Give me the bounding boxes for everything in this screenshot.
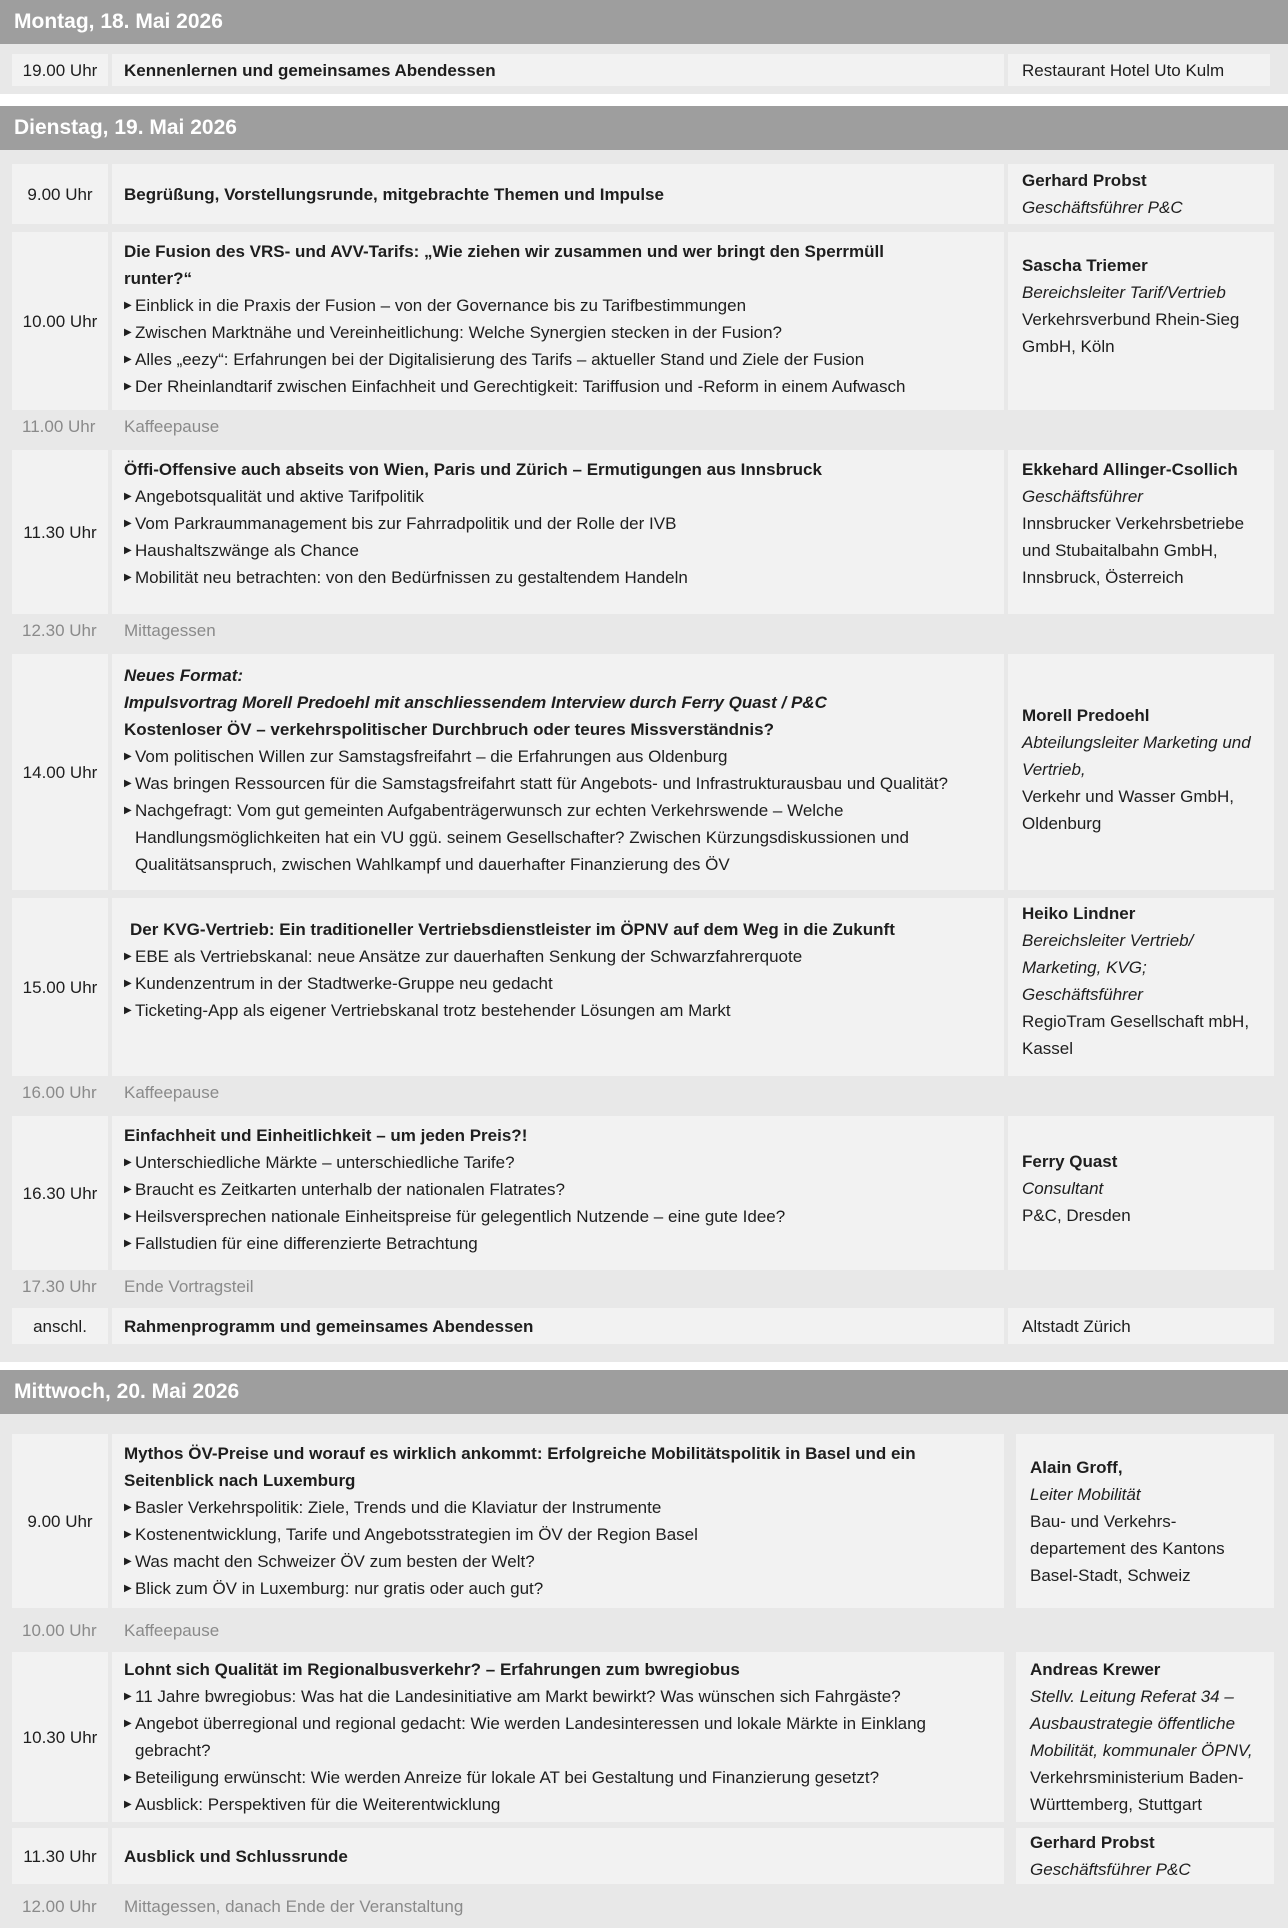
speaker-name: Alain Groff, (1030, 1458, 1123, 1477)
speaker-name: Andreas Krewer (1030, 1660, 1161, 1679)
bullet-icon: ▶ (124, 1691, 132, 1702)
session-content (112, 1116, 1004, 1270)
speaker-org: P&C, Dresden (1022, 1206, 1131, 1225)
session-time: 11.30 Uhr (12, 1828, 108, 1884)
speaker-role: Abteilungsleiter Marketing und (1022, 733, 1251, 752)
bullet-icon: ▶ (124, 978, 132, 989)
speaker-role: Mobilität, kommunaler ÖPNV, (1030, 1741, 1253, 1760)
bullet-icon: ▶ (124, 545, 132, 556)
session-title-cont: runter?“ (124, 269, 192, 288)
bullet-item: ▶ Ausblick: Perspektiven für die Weiterentwicklung (124, 1791, 1004, 1818)
bullet-icon: ▶ (124, 518, 132, 529)
break-time: 10.00 Uhr (22, 1621, 97, 1640)
break-label: Ende Vortragsteil (124, 1277, 254, 1296)
break-label: Mittagessen (124, 621, 216, 640)
speaker-org: Kassel (1022, 1039, 1074, 1058)
break-row (0, 1270, 1288, 1304)
day-header-mittwoch (0, 1370, 1288, 1414)
bullet-item: ▶ Der Rheinlandtarif zwischen Einfachheit und Gerechtigkeit: Tariffusion und -Reform in einem Aufwasch (124, 373, 1004, 400)
format-description: Impulsvortrag Morell Predoehl mit anschliessendem Interview durch Ferry Quast / P&C (124, 693, 827, 712)
day-date: Mittwoch, 20. Mai 2026 (14, 1380, 240, 1403)
break-label: Kaffeepause (124, 417, 220, 436)
break-time: 16.00 Uhr (22, 1083, 97, 1102)
speaker-name: Gerhard Probst (1030, 1833, 1155, 1852)
speaker-org: Verkehrsverbund Rhein-Sieg (1022, 310, 1240, 329)
bullet-item: ▶ Fallstudien für eine differenzierte Betrachtung (124, 1230, 1004, 1257)
bullet-item: ▶ 11 Jahre bwregiobus: Was hat die Landesinitiative am Markt bewirkt? Was wünschen sich Fahrgäste? (124, 1683, 1004, 1710)
bullet-icon: ▶ (124, 1211, 132, 1222)
session-title: Die Fusion des VRS- und AVV-Tarifs: „Wie ziehen wir zusammen und wer bringt den Sperrmüll (124, 242, 884, 261)
session-location: Altstadt Zürich (1008, 1308, 1274, 1344)
session-time: 19.00 Uhr (12, 54, 108, 86)
speaker-org: und Stubaitalbahn GmbH, (1022, 541, 1218, 560)
speaker-org: Innsbruck, Österreich (1022, 568, 1184, 587)
session-title: Mythos ÖV-Preise und worauf es wirklich ankommt: Erfolgreiche Mobilitätspolitik in Basel und ein (124, 1444, 916, 1463)
session-time: 10.00 Uhr (12, 232, 108, 410)
speaker-card (1008, 1116, 1274, 1270)
break-time: 17.30 Uhr (22, 1277, 97, 1296)
speaker-card (1008, 232, 1274, 410)
bullet-icon: ▶ (124, 1502, 132, 1513)
bullet-icon: ▶ (124, 300, 132, 311)
bullet-item: ▶ Heilsversprechen nationale Einheitspreise für gelegentlich Nutzende – eine gute Idee? (124, 1203, 1004, 1230)
bullet-item: ▶ Kundenzentrum in der Stadtwerke-Gruppe neu gedacht (124, 970, 1004, 997)
speaker-role: Stellv. Leitung Referat 34 – (1030, 1687, 1234, 1706)
bullet-icon: ▶ (124, 1005, 132, 1016)
speaker-card (1008, 654, 1274, 890)
break-row (0, 1614, 1288, 1648)
bullet-icon: ▶ (124, 1718, 132, 1729)
session-title-cont: Seitenblick nach Luxemburg (124, 1471, 356, 1490)
session-time: 14.00 Uhr (12, 654, 108, 890)
session-content (112, 1434, 1004, 1608)
speaker-org: RegioTram Gesellschaft mbH, (1022, 1012, 1250, 1031)
bullet-icon: ▶ (124, 1184, 132, 1195)
break-label: Mittagessen, danach Ende der Veranstaltung (124, 1897, 464, 1916)
speaker-role: Bereichsleiter Vertrieb/ (1022, 931, 1194, 950)
bullet-item: ▶ Angebot überregional und regional gedacht: Wie werden Landesinteressen und lokale Märkte in Einklang gebracht? (124, 1710, 1004, 1764)
session-time: 9.00 Uhr (12, 164, 108, 224)
bullet-item: ▶ Unterschiedliche Märkte – unterschiedliche Tarife? (124, 1149, 1004, 1176)
speaker-name: Heiko Lindner (1022, 904, 1136, 923)
bullet-item: ▶ Haushaltszwänge als Chance (124, 537, 1004, 564)
session-title: Öffi-Offensive auch abseits von Wien, Paris und Zürich – Ermutigungen aus Innsbruck (124, 460, 822, 479)
break-label: Kaffeepause (124, 1083, 220, 1102)
day-date: Dienstag, 19. Mai 2026 (14, 116, 237, 139)
speaker-org: Basel-Stadt, Schweiz (1030, 1566, 1191, 1585)
bullet-item: ▶ Was macht den Schweizer ÖV zum besten der Welt? (124, 1548, 1004, 1575)
speaker-org: Verkehr und Wasser GmbH, (1022, 787, 1234, 806)
session-content (112, 654, 1004, 890)
session-content (112, 1652, 1004, 1822)
bullet-item: ▶ Blick zum ÖV in Luxemburg: nur gratis oder auch gut? (124, 1575, 1004, 1602)
bullet-icon: ▶ (124, 1799, 132, 1810)
bullet-icon: ▶ (124, 354, 132, 365)
session-title: Rahmenprogramm und gemeinsames Abendessen (112, 1308, 1004, 1344)
format-label: Neues Format: (124, 666, 244, 685)
speaker-org: Bau- und Verkehrs- (1030, 1512, 1177, 1531)
bullet-icon: ▶ (124, 327, 132, 338)
speaker-card (1008, 450, 1274, 614)
bullet-item: ▶ Nachgefragt: Vom gut gemeinten Aufgabenträgerwunsch zur echten Verkehrswende – Welche Handlungsmöglichkeiten hat ein VU ggü. seinem Gesellschafter? Zwischen Kürzungsdiskussionen und Qualitätsanspruch, zwischen Wahlkampf und dauerhafter Finanzierung des ÖV (124, 797, 1004, 878)
session-title: Lohnt sich Qualität im Regionalbusverkehr? – Erfahrungen zum bwregiobus (124, 1660, 740, 1679)
bullet-icon: ▶ (124, 778, 132, 789)
speaker-card (1016, 1828, 1274, 1884)
bullet-icon: ▶ (124, 1238, 132, 1249)
speaker-role: Vertrieb, (1022, 760, 1086, 779)
bullet-item: ▶ Was bringen Ressourcen für die Samstagsfreifahrt statt für Angebots- und Infrastrukturausbau und Qualität? (124, 770, 1004, 797)
bullet-item: ▶ Ticketing-App als eigener Vertriebskanal trotz bestehender Lösungen am Markt (124, 997, 1004, 1024)
speaker-card (1016, 1434, 1274, 1608)
bullet-icon: ▶ (124, 951, 132, 962)
bullet-icon: ▶ (124, 1157, 132, 1168)
speaker-name: Ferry Quast (1022, 1152, 1118, 1171)
bullet-icon: ▶ (124, 381, 132, 392)
bullet-item: ▶ Vom politischen Willen zur Samstagsfreifahrt – die Erfahrungen aus Oldenburg (124, 743, 1004, 770)
session-content (112, 450, 1004, 614)
session-title: Kennenlernen und gemeinsames Abendessen (112, 54, 1004, 86)
session-time: 11.30 Uhr (12, 450, 108, 614)
session-title: Der KVG-Vertrieb: Ein traditioneller Vertriebsdienstleister im ÖPNV auf dem Weg in die Zukunft (130, 920, 895, 939)
bullet-icon: ▶ (124, 805, 132, 816)
bullet-icon: ▶ (124, 491, 132, 502)
speaker-org: Württemberg, Stuttgart (1030, 1795, 1202, 1814)
bullet-icon: ▶ (124, 1556, 132, 1567)
day-date: Montag, 18. Mai 2026 (14, 10, 223, 33)
speaker-org: Oldenburg (1022, 814, 1102, 833)
session-title: Begrüßung, Vorstellungsrunde, mitgebrachte Themen und Impulse (112, 164, 1004, 224)
break-label: Kaffeepause (124, 1621, 220, 1640)
day-block-montag (0, 44, 1288, 94)
bullet-item: ▶ Braucht es Zeitkarten unterhalb der nationalen Flatrates? (124, 1176, 1004, 1203)
bullet-item: ▶ Alles „eezy“: Erfahrungen bei der Digitalisierung des Tarifs – aktueller Stand und Ziele der Fusion (124, 346, 1004, 373)
speaker-role: Geschäftsführer P&C (1030, 1860, 1191, 1879)
speaker-name: Morell Predoehl (1022, 706, 1150, 725)
session-content (112, 898, 1004, 1076)
break-time: 12.00 Uhr (22, 1897, 97, 1916)
bullet-icon: ▶ (124, 1583, 132, 1594)
bullet-icon: ▶ (124, 751, 132, 762)
session-time: 10.30 Uhr (12, 1652, 108, 1822)
session-title: Einfachheit und Einheitlichkeit – um jeden Preis?! (124, 1126, 528, 1145)
speaker-role: Geschäftsführer (1022, 985, 1143, 1004)
speaker-role: Consultant (1022, 1179, 1104, 1198)
speaker-role: Leiter Mobilität (1030, 1485, 1141, 1504)
speaker-org: Verkehrsministerium Baden- (1030, 1768, 1244, 1787)
bullet-item: ▶ Zwischen Marktnähe und Vereinheitlichung: Welche Synergien stecken in der Fusion? (124, 319, 1004, 346)
session-title: Ausblick und Schlussrunde (112, 1828, 1004, 1884)
bullet-item: ▶ Angebotsqualität und aktive Tarifpolitik (124, 483, 1004, 510)
bullet-item: ▶ Vom Parkraummanagement bis zur Fahrradpolitik und der Rolle der IVB (124, 510, 1004, 537)
break-row (0, 1076, 1288, 1110)
break-row (0, 1890, 1288, 1924)
session-location: Restaurant Hotel Uto Kulm (1008, 54, 1270, 86)
bullet-item: ▶ Beteiligung erwünscht: Wie werden Anreize für lokale AT bei Gestaltung und Finanzierung gesetzt? (124, 1764, 1004, 1791)
bullet-icon: ▶ (124, 572, 132, 583)
speaker-role: Bereichsleiter Tarif/Vertrieb (1022, 283, 1226, 302)
speaker-card (1008, 164, 1274, 224)
speaker-org: Innsbrucker Verkehrsbetriebe (1022, 514, 1245, 533)
session-time: 15.00 Uhr (12, 898, 108, 1076)
bullet-icon: ▶ (124, 1772, 132, 1783)
speaker-role: Ausbaustrategie öffentliche (1030, 1714, 1236, 1733)
break-row (0, 410, 1288, 444)
speaker-role: Geschäftsführer (1022, 487, 1143, 506)
bullet-item: ▶ Mobilität neu betrachten: von den Bedürfnissen zu gestaltendem Handeln (124, 564, 1004, 591)
bullet-item: ▶ Einblick in die Praxis der Fusion – von der Governance bis zu Tarifbestimmungen (124, 292, 1004, 319)
bullet-icon: ▶ (124, 1529, 132, 1540)
break-row (0, 614, 1288, 648)
session-time: anschl. (12, 1308, 108, 1344)
session-title: Kostenloser ÖV – verkehrspolitischer Durchbruch oder teures Missverständnis? (124, 720, 774, 739)
break-time: 11.00 Uhr (22, 417, 96, 436)
session-content (112, 232, 1004, 410)
bullet-item: ▶ Basler Verkehrspolitik: Ziele, Trends und die Klaviatur der Instrumente (124, 1494, 1004, 1521)
day-header-montag (0, 0, 1288, 44)
bullet-item: ▶ EBE als Vertriebskanal: neue Ansätze zur dauerhaften Senkung der Schwarzfahrerquote (124, 943, 1004, 970)
session-time: 16.30 Uhr (12, 1116, 108, 1270)
speaker-name: Sascha Triemer (1022, 256, 1148, 275)
session-time: 9.00 Uhr (12, 1434, 108, 1608)
speaker-role: Geschäftsführer P&C (1022, 198, 1183, 217)
speaker-org: GmbH, Köln (1022, 337, 1115, 356)
speaker-card (1008, 898, 1274, 1076)
speaker-name: Gerhard Probst (1022, 171, 1147, 190)
bullet-item: ▶ Kostenentwicklung, Tarife und Angebotsstrategien im ÖV der Region Basel (124, 1521, 1004, 1548)
speaker-card (1016, 1652, 1274, 1822)
day-header-dienstag (0, 106, 1288, 150)
speaker-role: Marketing, KVG; (1022, 958, 1147, 977)
speaker-name: Ekkehard Allinger-Csollich (1022, 460, 1238, 479)
break-time: 12.30 Uhr (22, 621, 97, 640)
speaker-org: departement des Kantons (1030, 1539, 1225, 1558)
